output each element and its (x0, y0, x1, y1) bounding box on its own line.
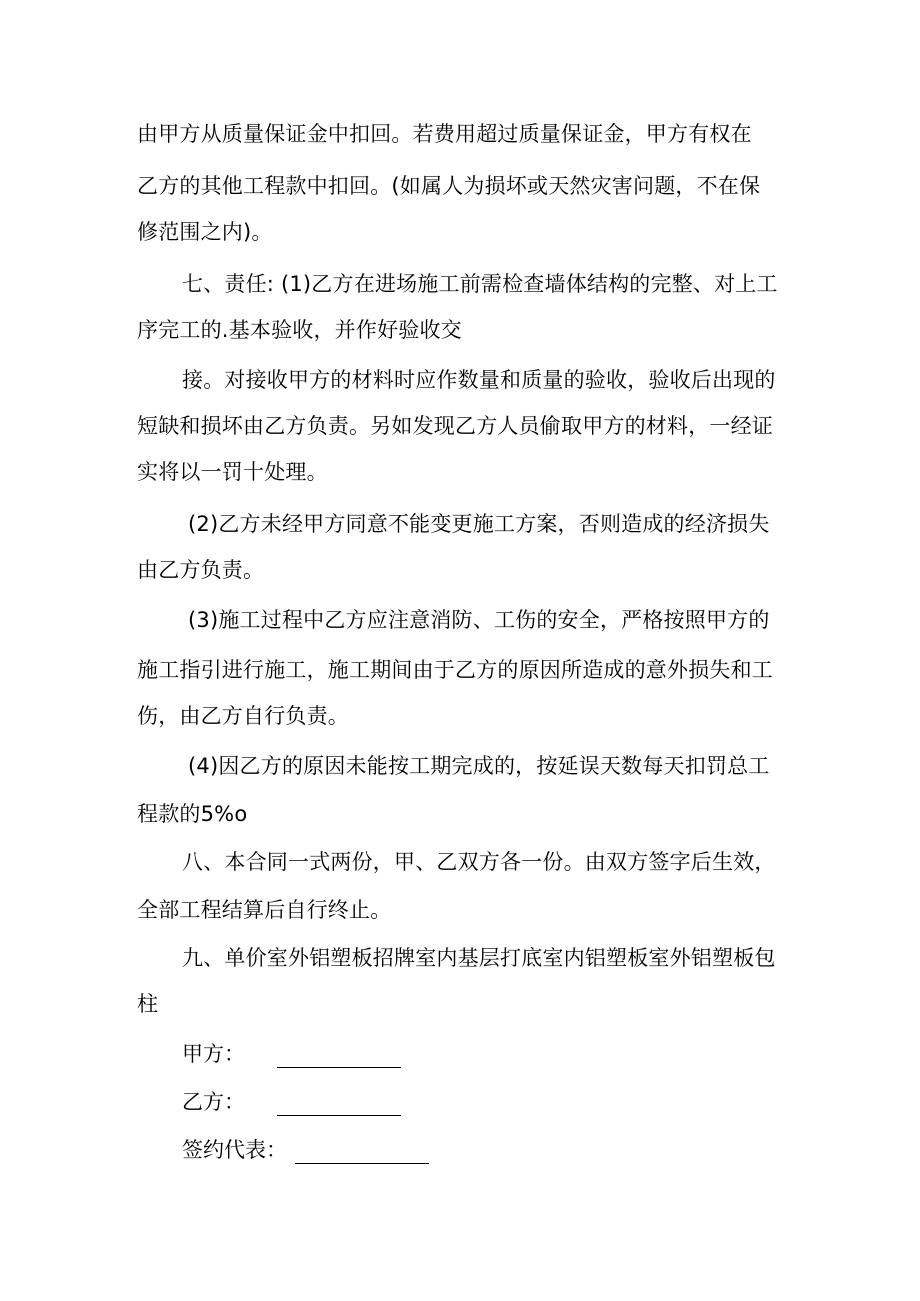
text-line: 由甲方从质量保证金中扣回。若费用超过质量保证金，甲方有权在 (137, 122, 752, 146)
party-a-signature-line[interactable] (277, 1045, 401, 1068)
text-line: 施工指引进行施工，施工期间由于乙方的原因所造成的意外损失和工 (137, 658, 773, 682)
clause-4: (4)因乙方的原因未能按工期完成的，按延误天数每天扣罚总工 (188, 754, 770, 778)
section-eight: 八、本合同一式两份，甲、乙双方各一份。由双方签字后生效， (182, 850, 776, 874)
party-a-signature (182, 1040, 401, 1068)
section-seven-heading: 七、责任: (1)乙方在进场施工前需检查墙体结构的完整、对上工 (182, 272, 778, 296)
text-line: 序完工的.基本验收，并作好验收交 (137, 318, 462, 342)
text-line: 乙方的其他工程款中扣回。(如属人为损坏或天然灾害问题，不在保 (137, 174, 761, 198)
text-line: 程款的5%o (137, 802, 248, 826)
text-line: 由乙方负责。 (137, 558, 265, 582)
representative-signature-line[interactable] (295, 1141, 429, 1164)
representative-label: 签约代表： (182, 1138, 287, 1162)
clause-3: (3)施工过程中乙方应注意消防、工伤的安全，严格按照甲方的 (188, 608, 770, 632)
text-line: 实将以一罚十处理。 (137, 460, 328, 484)
party-b-signature-line[interactable] (277, 1093, 401, 1116)
party-a-label: 甲方： (182, 1042, 245, 1066)
clause-2: (2)乙方未经甲方同意不能变更施工方案，否则造成的经济损失 (188, 512, 770, 536)
party-b-signature (182, 1088, 401, 1116)
text-line: 接。对接收甲方的材料时应作数量和质量的验收，验收后出现的 (182, 368, 776, 392)
party-b-label: 乙方： (182, 1090, 245, 1114)
text-line: 伤，由乙方自行负责。 (137, 704, 349, 728)
text-line: 修范围之内)。 (137, 220, 273, 244)
text-line: 全部工程结算后自行终止。 (137, 898, 392, 922)
representative-signature (182, 1136, 429, 1164)
section-nine: 九、单价室外铝塑板招牌室内基层打底室内铝塑板室外铝塑板包 (182, 946, 776, 970)
text-line: 柱 (137, 992, 159, 1016)
text-line: 短缺和损坏由乙方负责。另如发现乙方人员偷取甲方的材料，一经证 (137, 414, 773, 438)
